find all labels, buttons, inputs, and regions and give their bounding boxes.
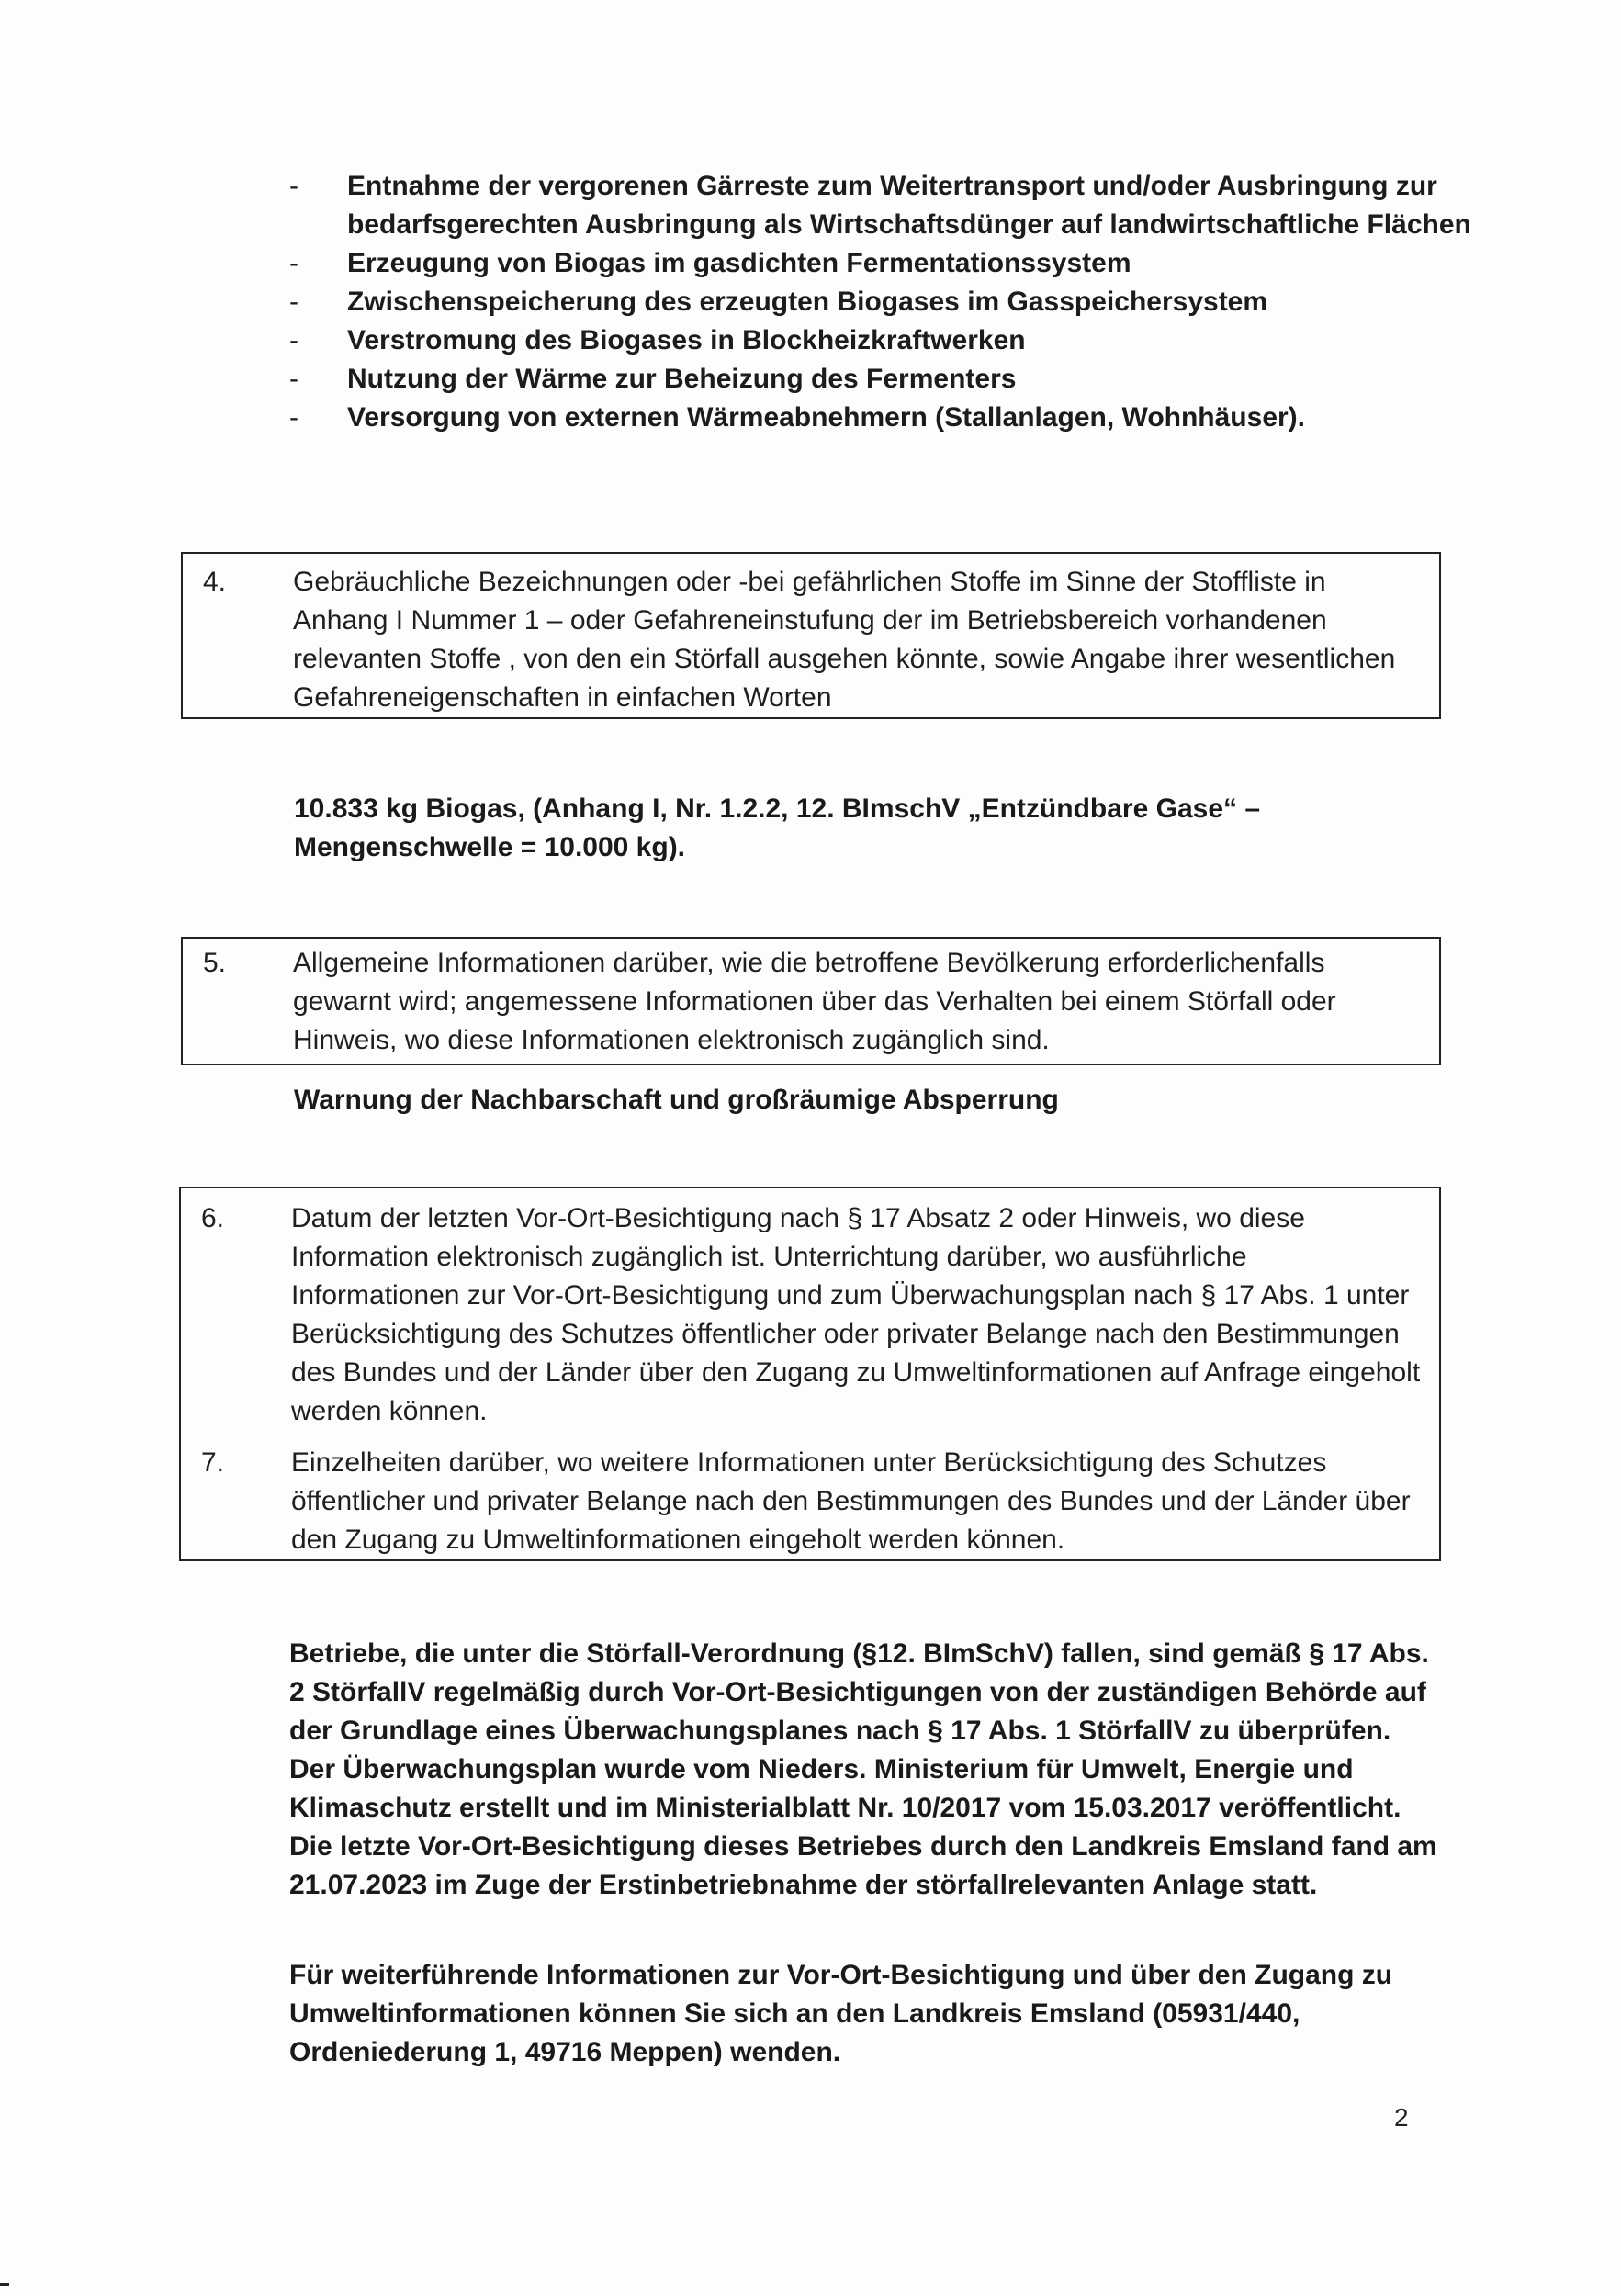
bullet-dash: - bbox=[289, 287, 298, 317]
bullet-dash: - bbox=[289, 364, 298, 394]
section-5-text: Allgemeine Informationen darüber, wie die betroffene Bevölkerung erforderlichenfalls gewarnt wird; angemessene Informationen über das Verhalten bei einem Störfall oder Hinweis, wo diese Informationen elektronisch zugänglich sind. bbox=[293, 948, 1336, 1055]
section-6-item bbox=[181, 1199, 1439, 1431]
bullet-dash: - bbox=[289, 325, 298, 355]
section-5-answer: Warnung der Nachbarschaft und großräumige Absperrung bbox=[294, 1085, 1059, 1115]
section-number: 6. bbox=[201, 1203, 225, 1233]
section-number: 7. bbox=[201, 1447, 225, 1478]
section-4-box bbox=[181, 552, 1441, 719]
section-7-text: Einzelheiten darüber, wo weitere Informationen unter Berücksichtigung des Schutzes öffentlicher und privater Belange nach den Bestimmungen des Bundes und der Länder über den Zugang zu Umweltinformationen eingeholt werden können. bbox=[291, 1447, 1411, 1555]
section-number: 4. bbox=[203, 567, 227, 597]
list-item: - Versorgung von externen Wärmeabnehmern (Stallanlagen, Wohnhäuser). bbox=[289, 399, 1483, 437]
list-item: - Entnahme der vergorenen Gärreste zum Weitertransport und/oder Ausbringung zur bedarfsgerechten Ausbringung als Wirtschaftsdünger auf landwirtschaftliche Flächen bbox=[289, 167, 1483, 244]
scan-edge-mark bbox=[0, 2283, 9, 2286]
section-7-item bbox=[181, 1444, 1439, 1559]
section-6-7-box bbox=[179, 1187, 1441, 1561]
contact-paragraph: Für weiterführende Informationen zur Vor-Ort-Besichtigung und über den Zugang zu Umweltinformationen können Sie sich an den Landkreis Emsland (05931/440, Ordeniederung 1, 49716 Meppen) wenden. bbox=[289, 1960, 1393, 2067]
bullet-dash: - bbox=[289, 402, 298, 433]
inspection-paragraph: Betriebe, die unter die Störfall-Verordnung (§12. BImSchV) fallen, sind gemäß § 17 Abs. 2 StörfallV regelmäßig durch Vor-Ort-Besichtigungen von der zuständigen Behörde auf der Grundlage eines Überwachungsplanes nach § 17 Abs. 1 StörfallV zu überprüfen. Der Überwachungsplan wurde vom Nieders. Ministerium für Umwelt, Energie und Klimaschutz erstellt und im Ministerialblatt Nr. 10/2017 vom 15.03.2017 veröffentlicht. Die letzte Vor-Ort-Besichtigung dieses Betriebes durch den Landkreis Emsland fand am 21.07.2023 im Zuge der Erstinbetriebnahme der störfallrelevanten Anlage statt. bbox=[289, 1638, 1437, 1900]
section-4-text: Gebräuchliche Bezeichnungen oder -bei gefährlichen Stoffe im Sinne der Stoffliste in Anhang I Nummer 1 – oder Gefahreneinstufung der im Betriebsbereich vorhandenen relevanten Stoffe , von den ein Störfall ausgehen könnte, sowie Angabe ihrer wesentlichen Gefahreneigenschaften in einfachen Worten bbox=[293, 567, 1396, 713]
section-6-text: Datum der letzten Vor-Ort-Besichtigung nach § 17 Absatz 2 oder Hinweis, wo diese Information elektronisch zugänglich ist. Unterrichtung darüber, wo ausführliche Informationen zur Vor-Ort-Besichtigung und zum Überwachungsplan nach § 17 Abs. 1 unter Berücksichtigung des Schutzes öffentlicher oder privater Belange nach den Bestimmungen des Bundes und der Länder über den Zugang zu Umweltinformationen auf Anfrage eingeholt werden können. bbox=[291, 1203, 1421, 1426]
section-4-answer: 10.833 kg Biogas, (Anhang I, Nr. 1.2.2, 12. BImschV „Entzündbare Gase“ – Mengenschwelle = 10.000 kg). bbox=[294, 793, 1261, 862]
list-item: - Erzeugung von Biogas im gasdichten Fermentationssystem bbox=[289, 244, 1483, 283]
list-item: - Verstromung des Biogases in Blockheizkraftwerken bbox=[289, 321, 1483, 360]
section-4-item bbox=[183, 563, 1439, 717]
list-item: - Zwischenspeicherung des erzeugten Biogases im Gasspeichersystem bbox=[289, 283, 1483, 321]
section-number: 5. bbox=[203, 948, 227, 978]
page-number: 2 bbox=[1394, 2103, 1409, 2132]
process-step-list bbox=[289, 167, 1483, 437]
list-item: - Nutzung der Wärme zur Beheizung des Fermenters bbox=[289, 360, 1483, 399]
section-5-item bbox=[183, 944, 1439, 1060]
bullet-dash: - bbox=[289, 171, 298, 201]
section-5-box bbox=[181, 937, 1441, 1065]
bullet-dash: - bbox=[289, 248, 298, 278]
